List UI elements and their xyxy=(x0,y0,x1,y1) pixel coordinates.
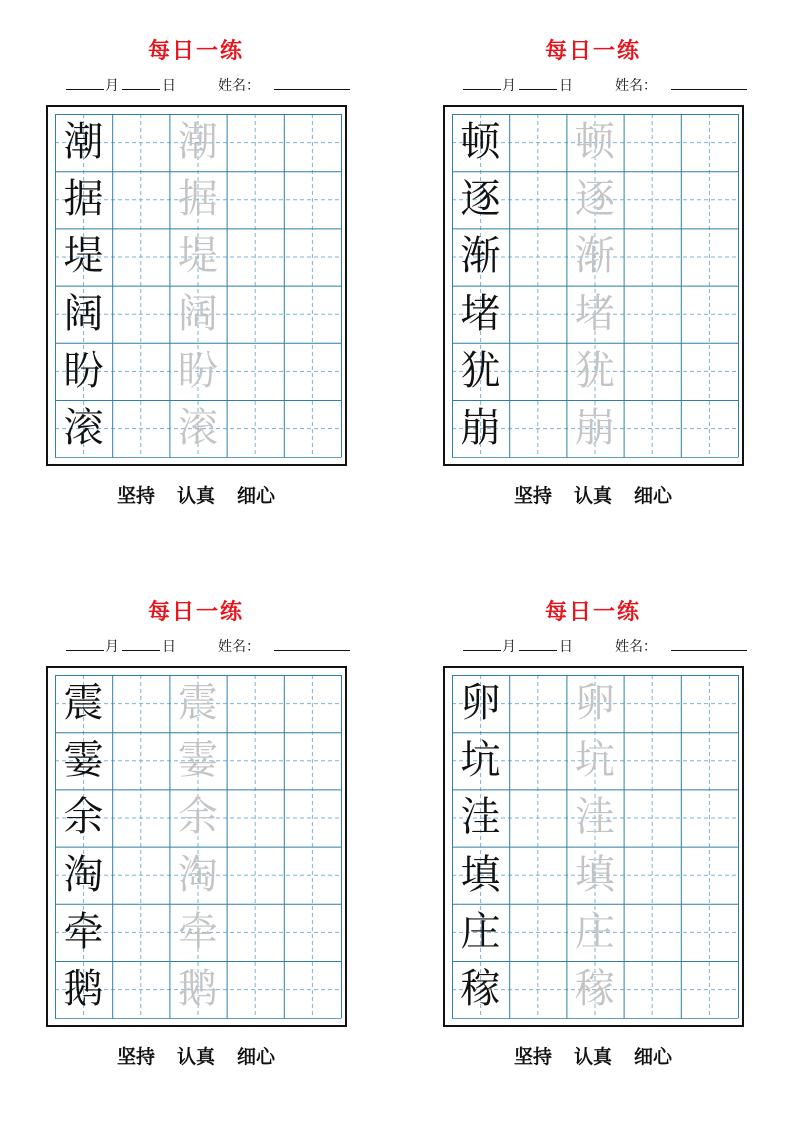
motto-word: 认真 xyxy=(573,1046,612,1068)
trace-character: 崩 xyxy=(574,405,615,451)
trace-character: 庄 xyxy=(574,908,615,955)
trace-character: 余 xyxy=(177,794,218,841)
practice-card-4 xyxy=(443,561,763,1081)
month-blank[interactable] xyxy=(463,89,501,90)
name-label: 姓名： xyxy=(615,639,657,655)
trace-character: 据 xyxy=(177,176,218,223)
trace-character: 震 xyxy=(177,680,218,726)
model-character: 阔 xyxy=(63,290,104,337)
trace-character: 滚 xyxy=(177,405,218,451)
model-character: 堵 xyxy=(460,290,501,337)
month-label: 月 xyxy=(105,639,119,655)
trace-character: 稼 xyxy=(574,966,615,1012)
day-blank[interactable] xyxy=(122,650,160,651)
trace-character: 盼 xyxy=(177,347,218,394)
model-character: 据 xyxy=(63,176,104,223)
writing-grid xyxy=(443,666,744,1027)
model-character: 逐 xyxy=(460,176,501,223)
trace-character: 淘 xyxy=(177,851,218,898)
model-character: 稼 xyxy=(460,966,501,1012)
motto-word: 坚持 xyxy=(116,1046,155,1068)
name-blank[interactable] xyxy=(671,89,747,90)
month-blank[interactable] xyxy=(66,89,104,90)
model-character: 潮 xyxy=(63,119,104,165)
model-character: 牵 xyxy=(63,908,104,955)
day-blank[interactable] xyxy=(519,89,557,90)
trace-character: 渐 xyxy=(574,233,615,280)
trace-character: 洼 xyxy=(574,794,615,841)
trace-character: 潮 xyxy=(177,119,218,165)
card-title: 每日一练 xyxy=(147,38,244,64)
model-character: 渐 xyxy=(460,233,501,280)
motto-word: 认真 xyxy=(176,1046,215,1068)
motto-word: 坚持 xyxy=(513,485,552,507)
model-character: 震 xyxy=(63,680,104,726)
month-label: 月 xyxy=(502,639,516,655)
writing-grid xyxy=(46,105,347,466)
trace-character: 堤 xyxy=(177,233,218,280)
card-title: 每日一练 xyxy=(544,38,641,64)
model-character: 盼 xyxy=(63,347,104,394)
trace-character: 填 xyxy=(574,851,615,898)
day-blank[interactable] xyxy=(519,650,557,651)
trace-character: 坑 xyxy=(574,737,615,784)
practice-card-2 xyxy=(443,0,763,520)
trace-character: 牵 xyxy=(177,908,218,955)
day-label: 日 xyxy=(162,639,176,655)
trace-character: 逐 xyxy=(574,176,615,223)
name-blank[interactable] xyxy=(274,89,350,90)
date-name-line xyxy=(443,73,763,93)
card-title: 每日一练 xyxy=(544,599,641,625)
trace-character: 阔 xyxy=(177,290,218,337)
model-character: 崩 xyxy=(460,405,501,451)
writing-grid xyxy=(46,666,347,1027)
day-blank[interactable] xyxy=(122,89,160,90)
date-name-line xyxy=(443,634,763,654)
day-label: 日 xyxy=(559,78,573,94)
motto-word: 细心 xyxy=(237,485,276,507)
motto-footer xyxy=(443,1042,743,1069)
model-character: 坑 xyxy=(460,737,501,784)
model-character: 滚 xyxy=(63,405,104,451)
motto-word: 细心 xyxy=(237,1046,276,1068)
trace-character: 鹅 xyxy=(177,966,218,1012)
motto-word: 坚持 xyxy=(513,1046,552,1068)
model-character: 洼 xyxy=(460,794,501,841)
name-label: 姓名： xyxy=(218,78,260,94)
practice-card-1 xyxy=(46,0,366,520)
motto-word: 认真 xyxy=(573,485,612,507)
writing-grid xyxy=(443,105,744,466)
trace-character: 顿 xyxy=(574,119,615,165)
month-label: 月 xyxy=(502,78,516,94)
month-blank[interactable] xyxy=(463,650,501,651)
model-character: 霎 xyxy=(63,737,104,784)
name-blank[interactable] xyxy=(671,650,747,651)
model-character: 犹 xyxy=(460,347,501,394)
model-character: 庄 xyxy=(460,908,501,955)
trace-character: 堵 xyxy=(574,290,615,337)
motto-word: 认真 xyxy=(176,485,215,507)
motto-word: 细心 xyxy=(634,1046,673,1068)
date-name-line xyxy=(46,73,366,93)
model-character: 淘 xyxy=(63,851,104,898)
motto-footer xyxy=(443,481,743,508)
trace-character: 犹 xyxy=(574,347,615,394)
name-blank[interactable] xyxy=(274,650,350,651)
model-character: 顿 xyxy=(460,119,501,165)
model-character: 卵 xyxy=(460,680,501,726)
model-character: 余 xyxy=(63,794,104,841)
month-blank[interactable] xyxy=(66,650,104,651)
date-name-line xyxy=(46,634,366,654)
motto-footer xyxy=(46,481,346,508)
trace-character: 卵 xyxy=(574,680,615,726)
motto-word: 细心 xyxy=(634,485,673,507)
day-label: 日 xyxy=(559,639,573,655)
card-title: 每日一练 xyxy=(147,599,244,625)
name-label: 姓名： xyxy=(615,78,657,94)
name-label: 姓名： xyxy=(218,639,260,655)
model-character: 堤 xyxy=(63,233,104,280)
practice-card-3 xyxy=(46,561,366,1081)
trace-character: 霎 xyxy=(177,737,218,784)
model-character: 鹅 xyxy=(63,966,104,1012)
motto-footer xyxy=(46,1042,346,1069)
model-character: 填 xyxy=(460,851,501,898)
month-label: 月 xyxy=(105,78,119,94)
day-label: 日 xyxy=(162,78,176,94)
motto-word: 坚持 xyxy=(116,485,155,507)
